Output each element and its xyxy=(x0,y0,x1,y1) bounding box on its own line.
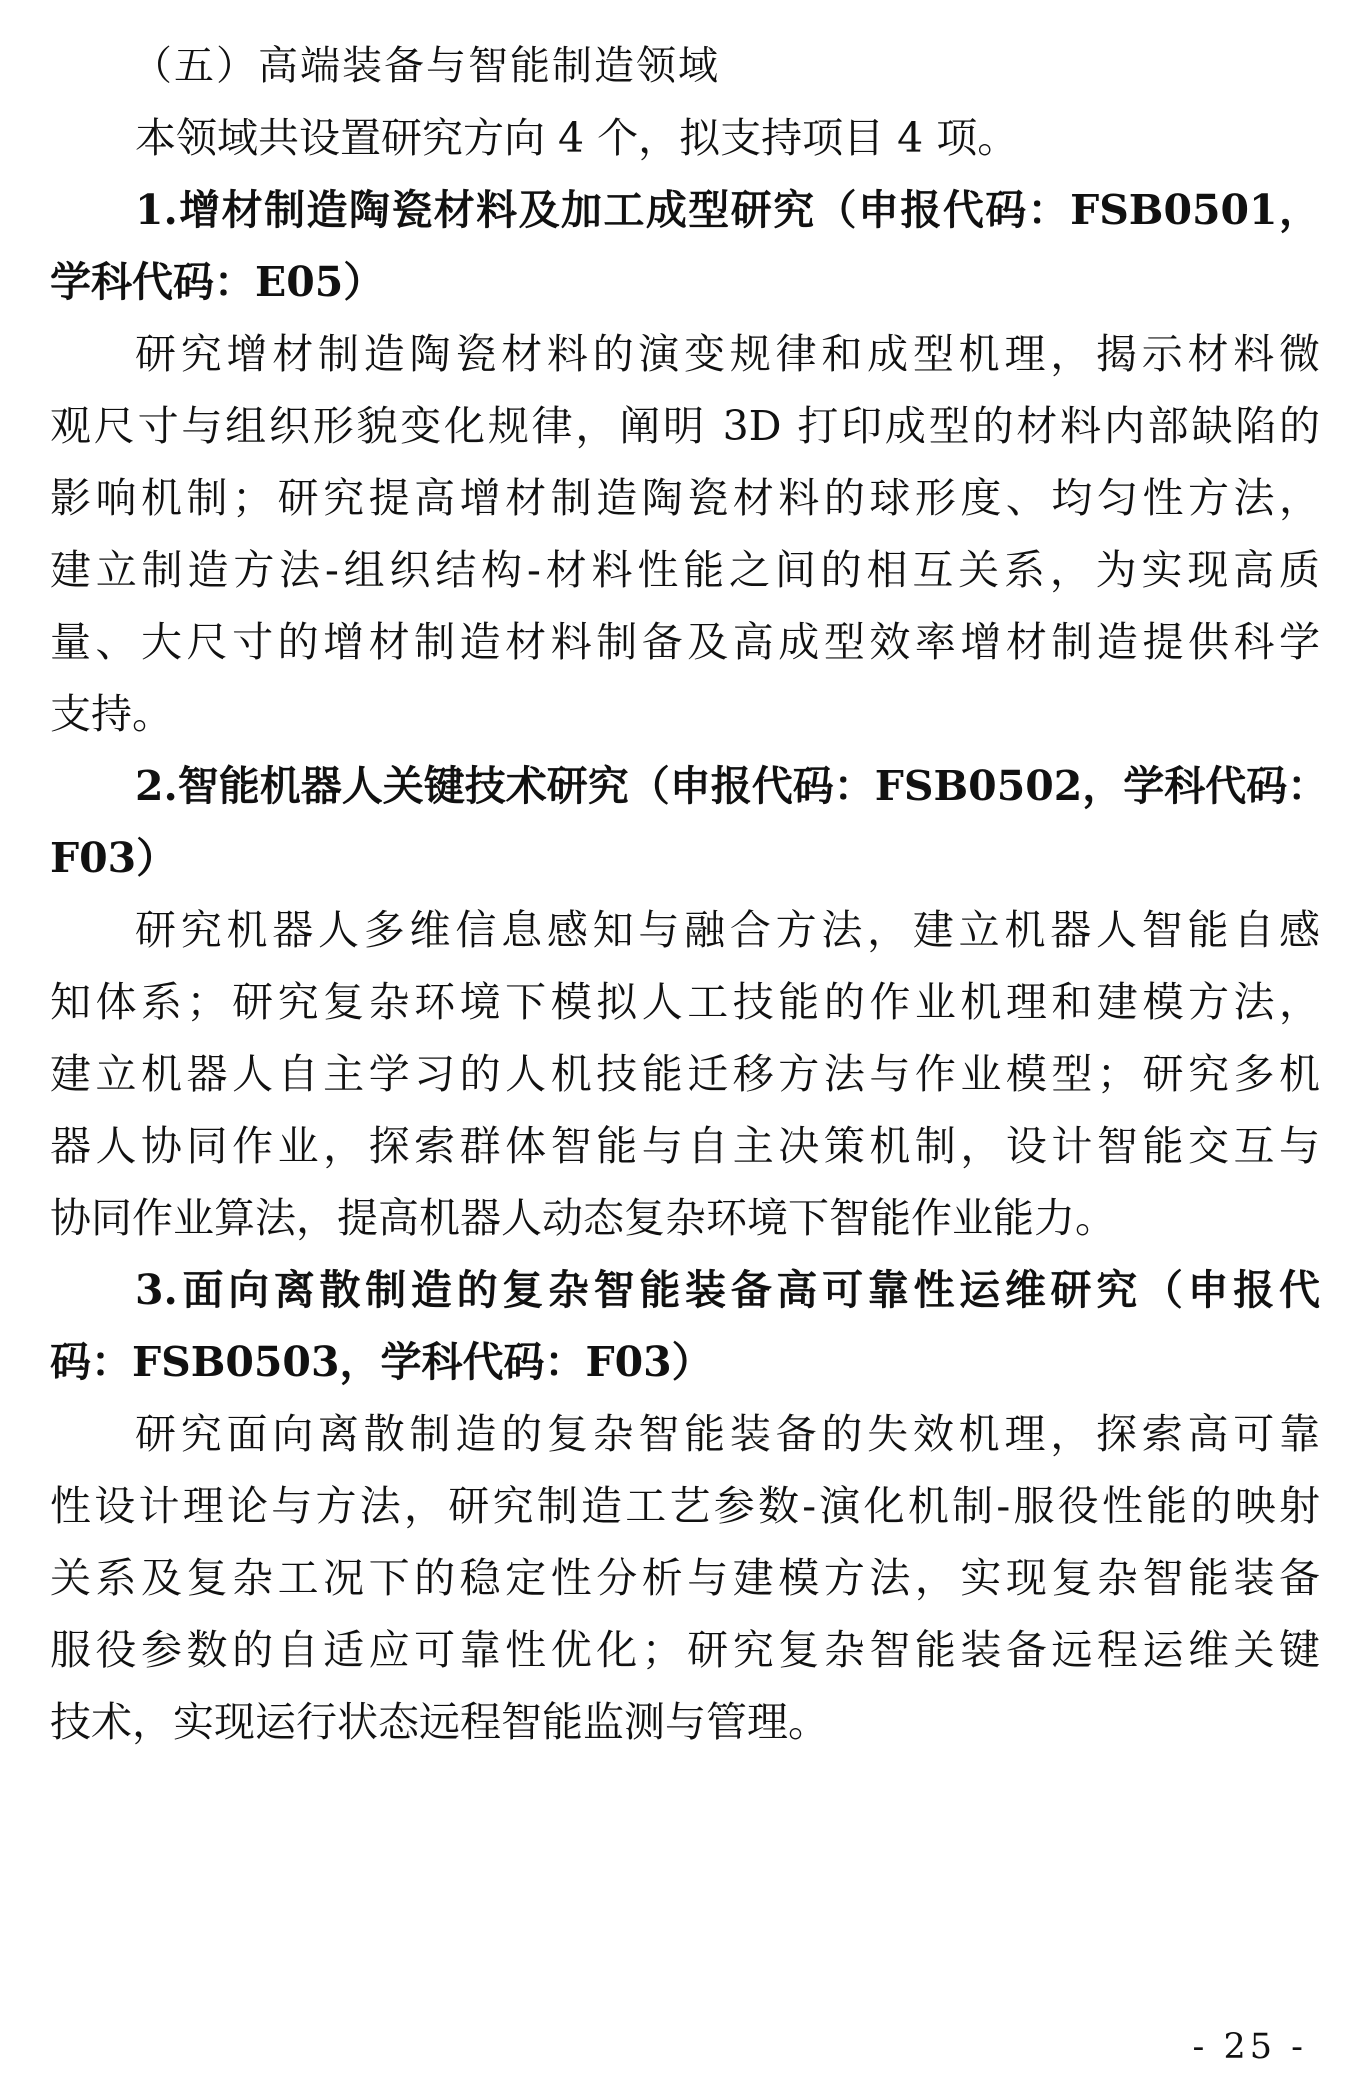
item1-heading-line-1: 1.增材制造陶瓷材料及加工成型研究（申报代码：FSB0501， xyxy=(135,186,1320,234)
item3-body-line-1: 研究面向离散制造的复杂智能装备的失效机理，探索高可靠 xyxy=(135,1410,1320,1458)
item3-body-line-4: 服役参数的自适应可靠性优化；研究复杂智能装备远程运维关键 xyxy=(50,1626,1320,1674)
item1-body-line-3: 影响机制；研究提高增材制造陶瓷材料的球形度、均匀性方法， xyxy=(50,474,1320,522)
item3-body-line-2: 性设计理论与方法，研究制造工艺参数-演化机制-服役性能的映射 xyxy=(50,1482,1320,1530)
item3-heading-line-1: 3.面向离散制造的复杂智能装备高可靠性运维研究（申报代 xyxy=(135,1266,1320,1314)
item3-body-line-5: 技术，实现运行状态远程智能监测与管理。 xyxy=(50,1698,829,1746)
item2-heading-line-1: 2.智能机器人关键技术研究（申报代码：FSB0502，学科代码： xyxy=(135,762,1329,810)
item1-body-line-4: 建立制造方法-组织结构-材料性能之间的相互关系，为实现高质 xyxy=(50,546,1320,594)
item3-body-line-3: 关系及复杂工况下的稳定性分析与建模方法，实现复杂智能装备 xyxy=(50,1554,1320,1602)
intro-paragraph: 本领域共设置研究方向 4 个，拟支持项目 4 项。 xyxy=(135,114,1019,162)
item2-body-line-3: 建立机器人自主学习的人机技能迁移方法与作业模型；研究多机 xyxy=(50,1050,1320,1098)
item2-body-line-5: 协同作业算法，提高机器人动态复杂环境下智能作业能力。 xyxy=(50,1194,1116,1242)
item2-body-line-4: 器人协同作业，探索群体智能与自主决策机制，设计智能交互与 xyxy=(50,1122,1320,1170)
item2-body-line-1: 研究机器人多维信息感知与融合方法，建立机器人智能自感 xyxy=(135,906,1320,954)
item1-body-line-1: 研究增材制造陶瓷材料的演变规律和成型机理，揭示材料微 xyxy=(135,330,1320,378)
section-heading: （五）高端装备与智能制造领域 xyxy=(132,43,720,89)
item2-body-line-2: 知体系；研究复杂环境下模拟人工技能的作业机理和建模方法， xyxy=(50,978,1320,1026)
item1-body-line-2: 观尺寸与组织形貌变化规律，阐明 3D 打印成型的材料内部缺陷的 xyxy=(50,402,1320,450)
page-number: - 25 - xyxy=(1192,2027,1307,2067)
document-page xyxy=(50,0,1329,2090)
item1-heading-line-2: 学科代码：E05） xyxy=(50,258,385,306)
item1-body-line-5: 量、大尺寸的增材制造材料制备及高成型效率增材制造提供科学 xyxy=(50,618,1320,666)
item3-heading-line-2: 码：FSB0503，学科代码：F03） xyxy=(50,1338,713,1386)
item2-heading-line-2: F03） xyxy=(50,834,178,882)
item1-body-line-6: 支持。 xyxy=(50,690,173,738)
